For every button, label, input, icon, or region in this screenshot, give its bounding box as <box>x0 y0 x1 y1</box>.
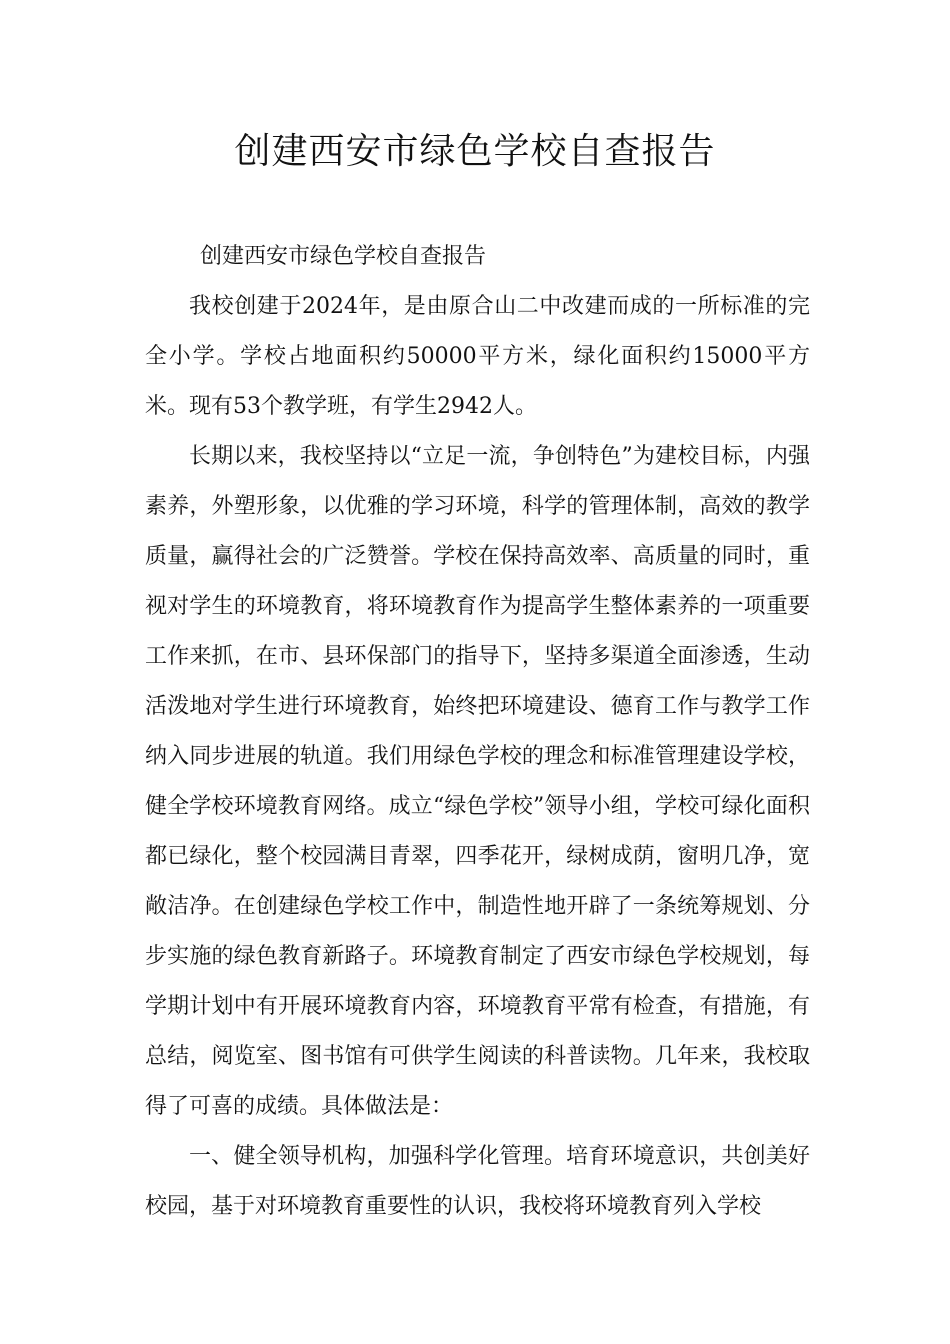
document-subtitle: 创建西安市绿色学校自查报告 <box>200 244 487 269</box>
document-body <box>145 232 810 1232</box>
paragraph-section-one: 一、健全领导机构，加强科学化管理。培育环境意识，共创美好校园，基于对环境教育重要性的认识，我校将环境教育列入学校 <box>145 1144 810 1219</box>
document-title: 创建西安市绿色学校自查报告 <box>234 131 716 172</box>
paragraph-overview: 长期以来，我校坚持以“立足一流，争创特色”为建校目标，内强素养，外塑形象，以优雅的学习环境，科学的管理体制，高效的教学质量，赢得社会的广泛赞誉。学校在保持高效率、高质量的同时，重视对学生的环境教育，将环境教育作为提高学生整体素养的一项重要工作来抓，在市、县环保部门的指导下，坚持多渠道全面渗透，生动活泼地对学生进行环境教育，始终把环境建设、德育工作与教学工作纳入同步进展的轨道。我们用绿色学校的理念和标准管理建设学校，健全学校环境教育网络。成立“绿色学校”领导小组，学校可绿化面积都已绿化，整个校园满目青翠，四季花开，绿树成荫，窗明几净，宽敞洁净。在创建绿色学校工作中，制造性地开辟了一条统筹规划、分步实施的绿色教育新路子。环境教育制定了西安市绿色学校规划，每学期计划中有开展环境教育内容，环境教育平常有检查，有措施，有总结，阅览室、图书馆有可供学生阅读的科普读物。几年来，我校取得了可喜的成绩。具体做法是： <box>145 444 810 1119</box>
paragraph-intro: 我校创建于2024年，是由原合山二中改建而成的一所标准的完全小学。学校占地面积约50000平方米，绿化面积约15000平方米。现有53个教学班，有学生2942人。 <box>145 294 810 419</box>
